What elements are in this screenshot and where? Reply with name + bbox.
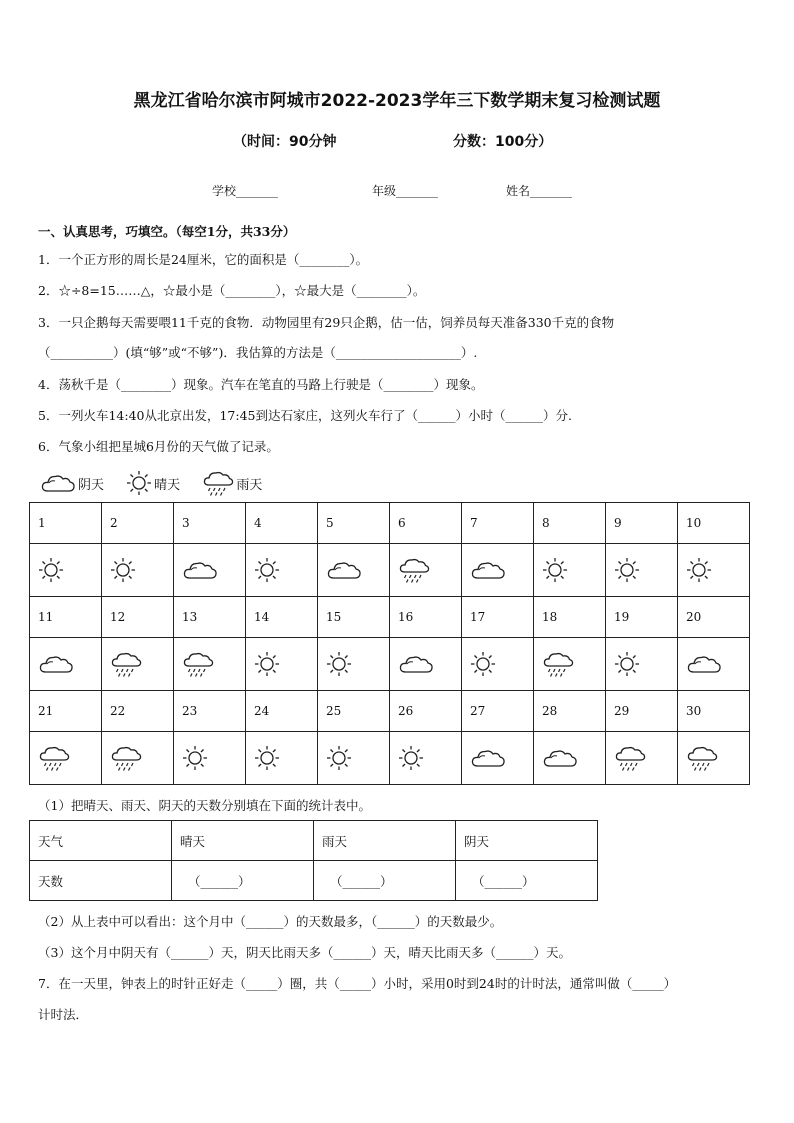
cloudy-icon: [30, 638, 102, 691]
day-number: 15: [318, 597, 390, 638]
weather-calendar: [29, 502, 750, 785]
question-6-3: （3）这个月中阴天有（______）天，阴天比雨天多（______）天，晴天比雨天多（______）天。: [38, 945, 571, 960]
name-field[interactable]: 姓名_______: [506, 184, 573, 198]
calendar-icon-row: [30, 638, 750, 691]
sunny-icon: [126, 470, 152, 496]
stat-row-label: 天数: [30, 861, 172, 901]
day-number: 12: [102, 597, 174, 638]
legend-rainy: 雨天: [202, 469, 262, 497]
day-number: 3: [174, 503, 246, 544]
cloudy-icon: [534, 732, 606, 785]
rainy-icon: [102, 732, 174, 785]
cloudy-icon: [390, 638, 462, 691]
rainy-icon: [390, 544, 462, 597]
stat-answer-rainy[interactable]: （______）: [314, 861, 456, 901]
cloudy-icon: [174, 544, 246, 597]
day-number: 29: [606, 691, 678, 732]
question-6: 6．气象小组把星城6月份的天气做了记录。: [38, 439, 279, 454]
question-2: 2．☆÷8=15……△，☆最小是（________），☆最大是（________）。: [38, 283, 426, 298]
day-number: 9: [606, 503, 678, 544]
page-title: 黑龙江省哈尔滨市阿城市2022-2023学年三下数学期末复习检测试题: [133, 91, 661, 111]
sunny-icon: [390, 732, 462, 785]
day-number: 2: [102, 503, 174, 544]
rainy-icon: [678, 732, 750, 785]
day-number: 6: [390, 503, 462, 544]
question-3: 3．一只企鹅每天需要喂11千克的食物．动物园里有29只企鹅，估一估，饲养员每天准备330千克的食物: [38, 315, 615, 330]
day-number: 16: [390, 597, 462, 638]
rainy-icon: [534, 638, 606, 691]
rainy-icon: [174, 638, 246, 691]
day-number: 14: [246, 597, 318, 638]
question-5: 5．一列火车14:40从北京出发，17:45到达石家庄，这列火车行了（______）小时（______）分.: [38, 408, 572, 423]
cloudy-icon: [318, 544, 390, 597]
stat-header-row: [30, 821, 598, 861]
sunny-icon: [246, 544, 318, 597]
calendar-day-row: [30, 503, 750, 544]
day-number: 30: [678, 691, 750, 732]
time-limit: （时间：90分钟: [233, 134, 337, 150]
total-score: 分数：100分）: [453, 134, 553, 150]
stat-answer-sunny[interactable]: （______）: [172, 861, 314, 901]
stat-answer-cloudy[interactable]: （______）: [456, 861, 598, 901]
legend-cloudy: 阴天: [40, 471, 104, 495]
day-number: 19: [606, 597, 678, 638]
calendar-day-row: [30, 597, 750, 638]
question-6-1: （1）把晴天、雨天、阴天的天数分别填在下面的统计表中。: [38, 798, 371, 813]
day-number: 20: [678, 597, 750, 638]
rainy-icon: [30, 732, 102, 785]
day-number: 7: [462, 503, 534, 544]
question-3-cont: （__________）(填“够”或“不够”)．我估算的方法是（____________________）.: [38, 345, 478, 360]
day-number: 24: [246, 691, 318, 732]
sunny-icon: [318, 732, 390, 785]
day-number: 4: [246, 503, 318, 544]
day-number: 21: [30, 691, 102, 732]
sunny-icon: [678, 544, 750, 597]
cloudy-icon: [40, 471, 76, 495]
question-1: 1．一个正方形的周长是24厘米，它的面积是（________）。: [38, 252, 369, 267]
day-number: 1: [30, 503, 102, 544]
section-heading: 一、认真思考，巧填空。（每空1分，共33分）: [38, 224, 296, 239]
sunny-icon: [174, 732, 246, 785]
cloudy-icon: [462, 732, 534, 785]
day-number: 10: [678, 503, 750, 544]
grade-field[interactable]: 年级_______: [372, 184, 439, 198]
calendar-icon-row: [30, 732, 750, 785]
sunny-icon: [606, 544, 678, 597]
day-number: 13: [174, 597, 246, 638]
stat-header: 晴天: [172, 821, 314, 861]
question-7-cont: 计时法．: [38, 1007, 89, 1022]
calendar-icon-row: [30, 544, 750, 597]
day-number: 5: [318, 503, 390, 544]
weather-legend: [40, 469, 280, 497]
sunny-icon: [534, 544, 606, 597]
day-number: 25: [318, 691, 390, 732]
sunny-icon: [606, 638, 678, 691]
sunny-icon: [318, 638, 390, 691]
day-number: 27: [462, 691, 534, 732]
stat-header: 天气: [30, 821, 172, 861]
day-number: 11: [30, 597, 102, 638]
statistics-table: [29, 820, 598, 901]
sunny-icon: [102, 544, 174, 597]
rainy-icon: [606, 732, 678, 785]
cloudy-icon: [678, 638, 750, 691]
day-number: 18: [534, 597, 606, 638]
sunny-icon: [30, 544, 102, 597]
stat-data-row: [30, 861, 598, 901]
day-number: 26: [390, 691, 462, 732]
day-number: 23: [174, 691, 246, 732]
day-number: 22: [102, 691, 174, 732]
day-number: 28: [534, 691, 606, 732]
sunny-icon: [246, 732, 318, 785]
question-7: 7．在一天里，钟表上的时针正好走（_____）圈，共（_____）小时，采用0时到24时的计时法，通常叫做（_____）: [38, 976, 677, 991]
legend-sunny: 晴天: [126, 470, 180, 496]
cloudy-icon: [462, 544, 534, 597]
question-4: 4．荡秋千是（________）现象。汽车在笔直的马路上行驶是（________）现象。: [38, 377, 484, 392]
calendar-day-row: [30, 691, 750, 732]
rainy-icon: [102, 638, 174, 691]
day-number: 8: [534, 503, 606, 544]
sunny-icon: [246, 638, 318, 691]
stat-header: 雨天: [314, 821, 456, 861]
rainy-icon: [202, 469, 234, 497]
school-field[interactable]: 学校_______: [212, 184, 279, 198]
day-number: 17: [462, 597, 534, 638]
question-6-2: （2）从上表中可以看出：这个月中（______）的天数最多，（______）的天数最少。: [38, 914, 503, 929]
stat-header: 阴天: [456, 821, 598, 861]
sunny-icon: [462, 638, 534, 691]
